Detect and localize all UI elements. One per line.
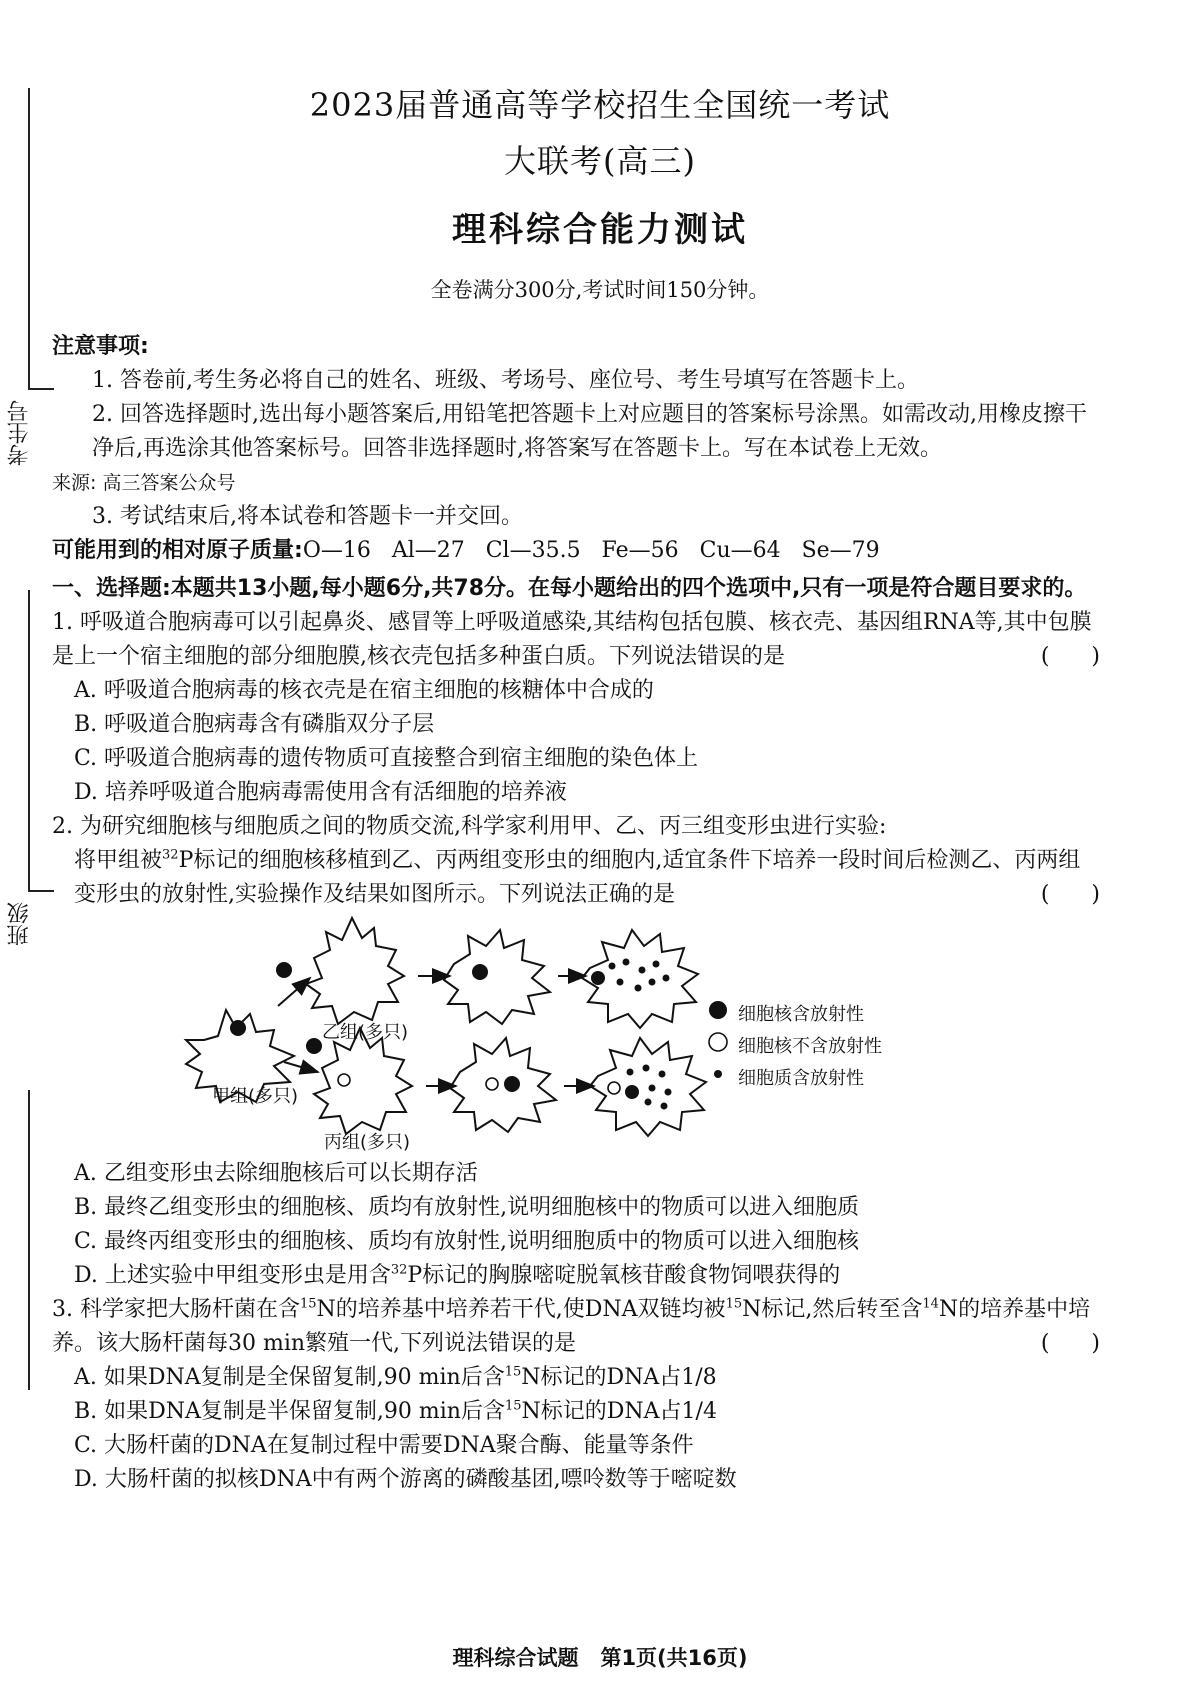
legend-cytoplasm-symbol xyxy=(714,1070,722,1078)
arrow-to-bing xyxy=(284,1062,318,1072)
question-2-stem-line1: 2. 为研究细胞核与细胞质之间的物质交流,科学家利用甲、乙、丙三组变形虫进行实验: xyxy=(52,814,887,839)
class-underline xyxy=(28,890,54,892)
option: B. 呼吸道合胞病毒含有磷脂双分子层 xyxy=(74,712,435,737)
option xyxy=(52,1395,1100,1429)
atomic-masses-label: 可能用到的相对原子质量: xyxy=(52,538,303,563)
arrow-to-yi xyxy=(278,978,310,1006)
legend-text-cytoplasm: 细胞质含放射性 xyxy=(738,1068,864,1089)
q3-sup-15a: 15 xyxy=(299,1296,317,1312)
nucleus-yi-3 xyxy=(591,971,605,985)
q3-text-1: 3. 科学家把大肠杆菌在含 xyxy=(52,1297,300,1322)
q3-a-text-a: A. 如果DNA复制是全保留复制,90 min后含 xyxy=(74,1365,505,1390)
watermark-source: 来源: 高三答案公众号 xyxy=(52,472,236,494)
note-item: 2. 回答选择题时,选出每小题答案后,用铅笔把答题卡上对应题目的答案标号涂黑。如需改动,用橡皮擦干净后,再选涂其他答案标号。回答非选择题时,将答案写在答题卡上。写在本试卷上无效。 xyxy=(92,402,1087,461)
exam-title: 2023届普通高等学校招生全国统一考试 xyxy=(309,86,891,124)
note-item: 3. 考试结束后,将本试卷和答题卡一并交回。 xyxy=(92,504,523,529)
q2-text-a: 将甲组被 xyxy=(74,848,163,873)
q3-a-text-b: N标记的DNA占1/8 xyxy=(521,1365,717,1390)
amoeba-diagram xyxy=(52,912,1100,1157)
q3-text-4: N的培养基中培养。该大肠杆菌每30 min繁殖一代,下列说法错误的是 xyxy=(52,1297,1091,1356)
q3-b-sup: 15 xyxy=(504,1398,522,1414)
q3-b-text-b: N标记的DNA占1/4 xyxy=(521,1399,717,1424)
q2-text-b: P标记的细胞核移植到乙、丙两组变形虫的细胞内,适宜条件下培养一段时间后检测乙、丙两组变形虫的放射性,实验操作及结果如图所示。下列说法正确的是 xyxy=(74,848,1081,907)
amoeba-experiment-figure xyxy=(52,912,1100,1157)
option: C. 最终丙组变形虫的细胞核、质均有放射性,说明细胞质中的物质可以进入细胞核 xyxy=(74,1229,860,1254)
option: A. 乙组变形虫去除细胞核后可以长期存活 xyxy=(74,1161,478,1186)
nucleus-moving-yi xyxy=(276,962,292,978)
subject-title: 理科综合能力测试 xyxy=(452,210,748,250)
page-footer: 理科综合试题 第1页(共16页) xyxy=(452,1646,748,1670)
option: C. 呼吸道合胞病毒的遗传物质可直接整合到宿主细胞的染色体上 xyxy=(74,746,699,771)
exam-subtitle: 大联考(高三) xyxy=(504,142,696,180)
option: D. 培养呼吸道合胞病毒需使用含有活细胞的培养液 xyxy=(74,780,567,805)
answer-paren: ( ) xyxy=(1040,644,1100,669)
class-label: 班级 xyxy=(8,898,44,950)
answer-paren: ( ) xyxy=(1040,882,1100,907)
margin-line-bottom xyxy=(28,1090,30,1390)
nucleus-bing-3-plain xyxy=(608,1082,620,1094)
label-group-jia: 甲组(多只) xyxy=(212,1086,299,1107)
legend-radio-nucleus-symbol xyxy=(709,1001,727,1019)
nucleus-jia xyxy=(230,1020,246,1036)
q3-sup-15b: 15 xyxy=(725,1296,743,1312)
option: D. 大肠杆菌的拟核DNA中有两个游离的磷酸基团,嘌呤数等于嘧啶数 xyxy=(74,1467,737,1492)
answer-paren: ( ) xyxy=(1040,1331,1100,1356)
question-3-stem xyxy=(52,1293,1100,1361)
content xyxy=(52,330,1100,1497)
q3-text-3: N标记,然后转至含 xyxy=(742,1297,923,1322)
option xyxy=(52,1259,1100,1293)
atomic-masses-values: O—16 Al—27 Cl—35.5 Fe—56 Cu—64 Se—79 xyxy=(302,538,880,563)
question-1-stem xyxy=(52,606,1100,674)
q2-d-sup: 32 xyxy=(390,1262,408,1278)
amoeba-bing-2 xyxy=(450,1038,556,1132)
nucleus-bing-1-plain xyxy=(338,1074,350,1086)
amoeba-yi-2 xyxy=(444,930,550,1024)
q2-sup: 32 xyxy=(162,847,179,863)
q3-b-text-a: B. 如果DNA复制是半保留复制,90 min后含 xyxy=(74,1399,505,1424)
notes-heading: 注意事项: xyxy=(52,334,149,359)
nucleus-moving-bing xyxy=(306,1038,322,1054)
margin-line-mid xyxy=(28,590,30,890)
nucleus-bing-3-radio xyxy=(625,1085,639,1099)
question-1-text: 1. 呼吸道合胞病毒可以引起鼻炎、感冒等上呼吸道感染,其结构包括包膜、核衣壳、基因组RNA等,其中包膜是上一个宿主细胞的部分细胞膜,核衣壳包括多种蛋白质。下列说法错误的是 xyxy=(52,610,1092,669)
section-heading: 一、选择题:本题共13小题,每小题6分,共78分。在每小题给出的四个选项中,只有一项是符合题目要求的。 xyxy=(52,576,1087,601)
option: A. 呼吸道合胞病毒的核衣壳是在宿主细胞的核糖体中合成的 xyxy=(74,678,654,703)
q2-d-text-b: P标记的胸腺嘧啶脱氧核苷酸食物饲喂获得的 xyxy=(407,1263,841,1288)
score-time-note: 全卷满分300分,考试时间150分钟。 xyxy=(430,278,770,302)
legend-text-plain-nucleus: 细胞核不含放射性 xyxy=(738,1036,882,1057)
legend-plain-nucleus-symbol xyxy=(709,1033,727,1051)
q2-d-text-a: D. 上述实验中甲组变形虫是用含 xyxy=(74,1263,391,1288)
amoeba-yi-1 xyxy=(306,918,404,1024)
nucleus-bing-2-plain xyxy=(486,1078,498,1090)
question-2-stem-line2 xyxy=(52,844,1100,912)
q3-sup-14: 14 xyxy=(922,1296,939,1312)
option xyxy=(52,1361,1100,1395)
note-item: 1. 答卷前,考生务必将自己的姓名、班级、考场号、座位号、考生号填写在答题卡上。 xyxy=(92,368,919,393)
q3-text-2: N的培养基中培养若干代,使DNA双链均被 xyxy=(316,1297,726,1322)
exam-id-underline xyxy=(28,388,54,390)
label-group-bing: 丙组(多只) xyxy=(324,1132,411,1153)
q3-a-sup: 15 xyxy=(504,1364,522,1380)
nucleus-bing-2-radio xyxy=(504,1076,520,1092)
option: C. 大肠杆菌的DNA在复制过程中需要DNA聚合酶、能量等条件 xyxy=(74,1433,694,1458)
atomic-masses xyxy=(52,534,1100,568)
label-group-yi: 乙组(多只) xyxy=(322,1022,409,1043)
option: B. 最终乙组变形虫的细胞核、质均有放射性,说明细胞核中的物质可以进入细胞质 xyxy=(74,1195,860,1220)
nucleus-yi-2 xyxy=(472,964,488,980)
legend-text-radio-nucleus: 细胞核含放射性 xyxy=(738,1004,864,1025)
exam-id-label: 考生号 xyxy=(8,396,44,470)
